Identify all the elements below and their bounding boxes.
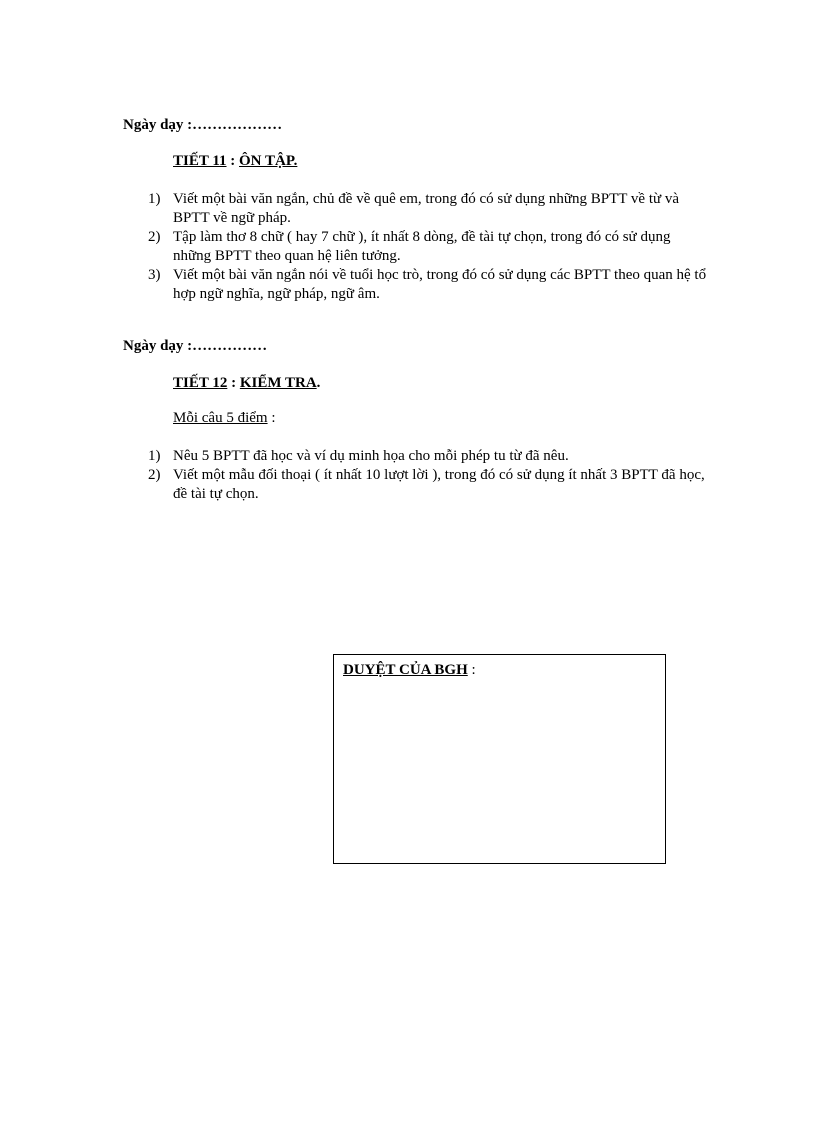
- date-label-2: Ngày dạy :……………: [123, 338, 268, 354]
- list-item: [148, 266, 708, 304]
- exercise-list-2: [148, 447, 708, 504]
- approval-box: [333, 654, 666, 864]
- item-number: 2): [148, 229, 161, 245]
- date-label-1: Ngày dạy :………………: [123, 117, 283, 133]
- item-text: Viết một bài văn ngắn, chủ đề về quê em, trong đó có sử dụng những BPTT về từ và BPTT về ngữ pháp.: [173, 191, 680, 226]
- item-number: 1): [148, 191, 161, 207]
- list-item: [148, 228, 708, 266]
- item-number: 1): [148, 448, 161, 464]
- item-text: Tập làm thơ 8 chữ ( hay 7 chữ ), ít nhất 8 dòng, đề tài tự chọn, trong đó có sử dụng những BPTT theo quan hệ liên tưởng.: [173, 229, 671, 264]
- approval-title-text: DUYỆT CỦA BGH: [343, 662, 468, 678]
- lesson-title-2: KIỂM TRA: [239, 375, 317, 391]
- item-number: 2): [148, 467, 161, 483]
- lesson-title-1: ÔN TẬP.: [239, 153, 298, 169]
- lesson-heading-1: [173, 153, 297, 170]
- exercise-list-1: [148, 190, 708, 304]
- item-number: 3): [148, 267, 161, 283]
- lesson-number-1: TIẾT 11: [173, 153, 227, 169]
- points-suffix: :: [267, 410, 276, 426]
- item-text: Viết một mẫu đối thoại ( ít nhất 10 lượt lời ), trong đó có sử dụng ít nhất 3 BPTT đã học, đề tài tự chọn.: [173, 467, 705, 502]
- lesson-title-end-2: .: [316, 375, 321, 391]
- approval-title-suffix: :: [467, 662, 476, 678]
- lesson-heading-2: [173, 375, 320, 392]
- list-item: [148, 447, 708, 466]
- item-text: Nêu 5 BPTT đã học và ví dụ minh họa cho mỗi phép tu từ đã nêu.: [173, 448, 569, 464]
- points-note: [173, 410, 276, 427]
- approval-title: [343, 662, 476, 679]
- lesson-separator-1: :: [226, 153, 240, 169]
- list-item: [148, 190, 708, 228]
- list-item: [148, 466, 708, 504]
- item-text: Viết một bài văn ngắn nói về tuổi học trò, trong đó có sử dụng các BPTT theo quan hệ tổ hợp ngữ nghĩa, ngữ pháp, ngữ âm.: [173, 267, 707, 302]
- lesson-number-2: TIẾT 12: [173, 375, 228, 391]
- points-label: Mỗi câu 5 điểm: [173, 410, 268, 426]
- lesson-separator-2: :: [227, 375, 240, 391]
